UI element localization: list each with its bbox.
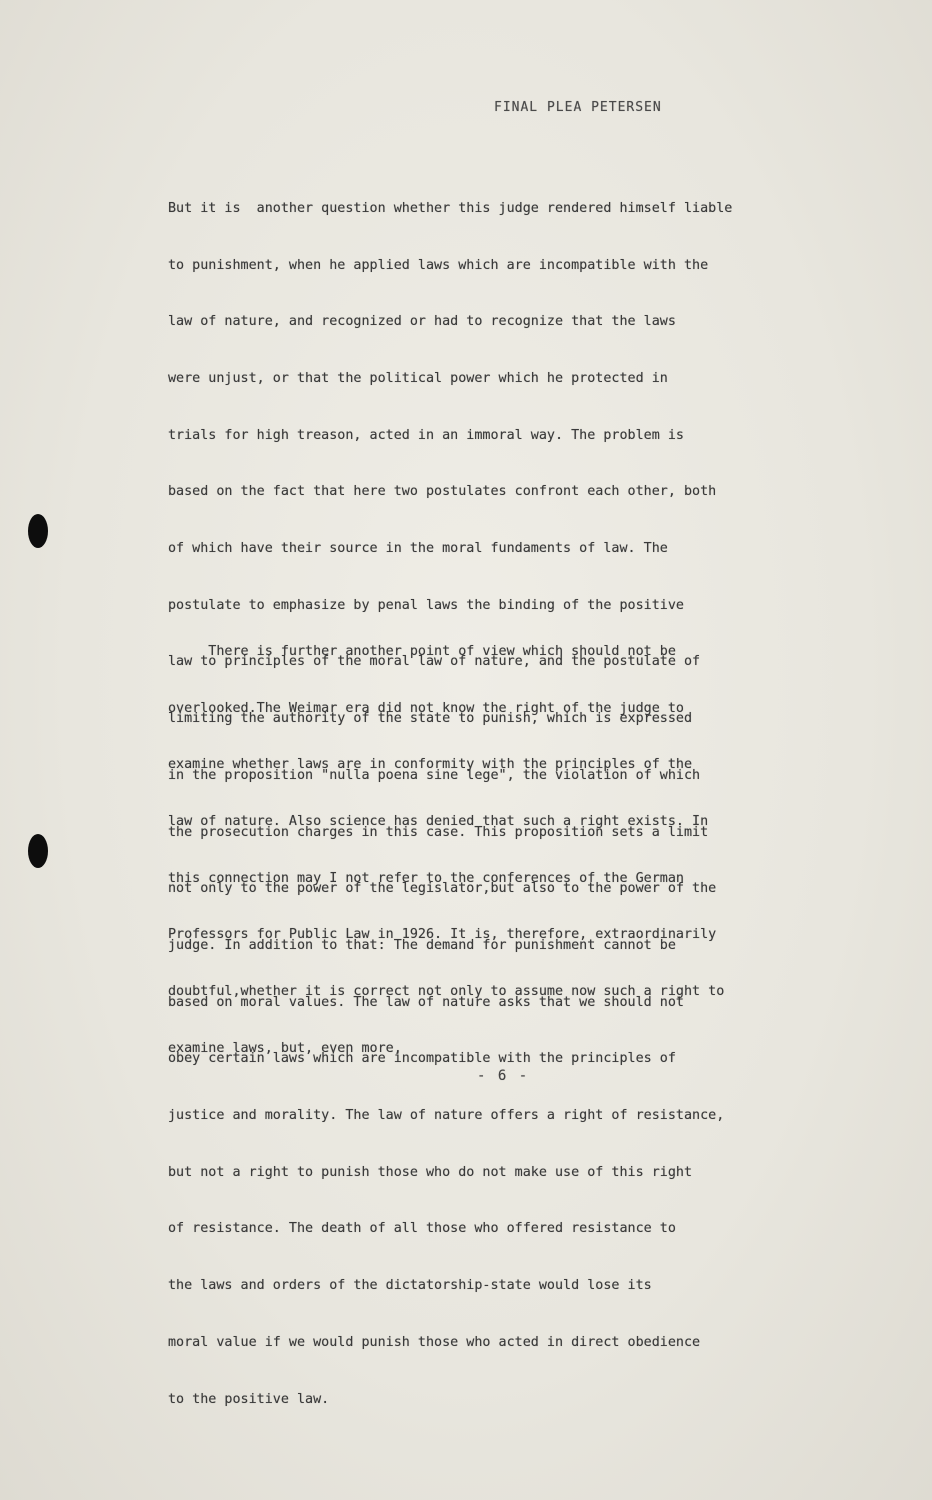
text-line: based on moral values. The law of nature asks that we should not <box>168 994 684 1010</box>
text-line: But it is another question whether this judge rendered himself liable <box>168 200 733 216</box>
text-line: overlooked.The Weimar era did not know the right of the judge to <box>168 700 684 716</box>
text-line: the prosecution charges in this case. This proposition sets a limit <box>168 824 709 840</box>
text-line: this connection may I not refer to the conferences of the German <box>168 870 684 886</box>
text-line: postulate to emphasize by penal laws the binding of the positive <box>168 597 684 613</box>
text-line: to punishment, when he applied laws which are incompatible with the <box>168 257 709 273</box>
text-line: There is further another point of view which should not be <box>168 643 676 659</box>
text-line: doubtful,whether it is correct not only to assume now such a right to <box>168 984 725 1000</box>
text-line: obey certain laws which are incompatible with the principles of <box>168 1051 676 1067</box>
page-header: FINAL PLEA PETERSEN <box>494 100 662 115</box>
text-line: examine whether laws are in conformity with the principles of the <box>168 757 693 773</box>
text-line: based on the fact that here two postulates confront each other, both <box>168 484 717 500</box>
paragraph-2 <box>168 605 724 1096</box>
text-line: law to principles of the moral law of nature, and the postulate of <box>168 654 701 670</box>
text-line: the laws and orders of the dictatorship-state would lose its <box>168 1278 652 1294</box>
text-line: trials for high treason, acted in an immoral way. The problem is <box>168 427 684 443</box>
page-number: - 6 - <box>477 1068 530 1084</box>
text-line: judge. In addition to that: The demand for punishment cannot be <box>168 937 676 953</box>
text-line: were unjust, or that the political power which he protected in <box>168 370 668 386</box>
punch-hole-top <box>28 514 48 548</box>
text-line: but not a right to punish those who do not make use of this right <box>168 1164 693 1180</box>
text-line: limiting the authority of the state to punish, which is expressed <box>168 711 693 727</box>
text-line: of resistance. The death of all those who offered resistance to <box>168 1221 676 1237</box>
text-line: in the proposition "nulla poena sine lege", the violation of which <box>168 767 701 783</box>
text-line: of which have their source in the moral fundaments of law. The <box>168 541 668 557</box>
punch-hole-bottom <box>28 834 48 868</box>
text-line: Professors for Public Law in 1926. It is, therefore, extraordinarily <box>168 927 717 943</box>
text-line: not only to the power of the legislator,but also to the power of the <box>168 881 717 897</box>
text-line: examine laws, but, even more, <box>168 1040 402 1056</box>
text-line: law of nature, and recognized or had to recognize that the laws <box>168 314 676 330</box>
text-line: justice and morality. The law of nature offers a right of resistance, <box>168 1108 725 1124</box>
text-line: to the positive law. <box>168 1391 330 1407</box>
text-line: law of nature. Also science has denied that such a right exists. In <box>168 813 709 829</box>
text-line: moral value if we would punish those who acted in direct obedience <box>168 1334 701 1350</box>
